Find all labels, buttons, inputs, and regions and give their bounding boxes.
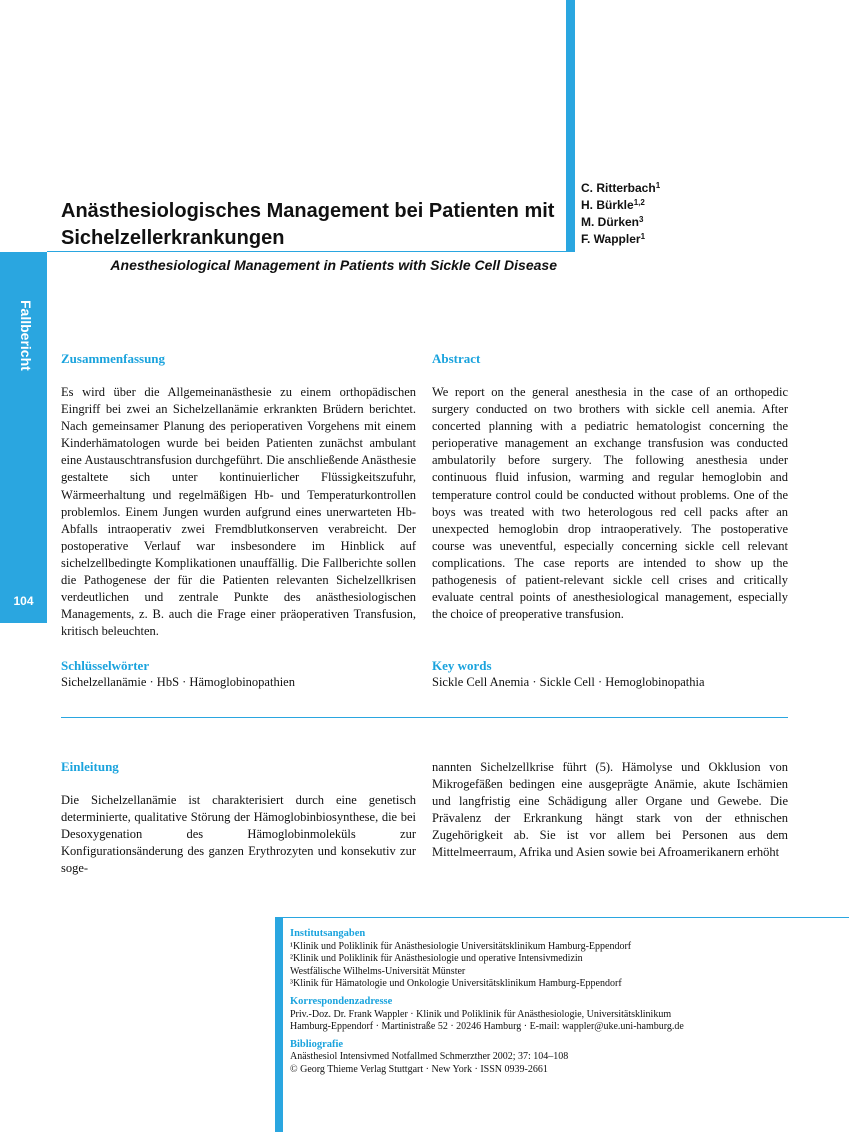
article-title-line-1: Anästhesiologisches Management bei Patienten mit xyxy=(61,200,555,222)
author xyxy=(581,214,660,231)
einleitung-text-left: Die Sichelzellanämie ist charakterisiert durch eine genetisch determinierte, qualitative Störung der Hämoglobinbiosynthese, die bei Desoxygenation des Hämoglobinmoleküls zur Konfigurationsänderung des ganzen Erythrozyten und konsekutiv zur soge- xyxy=(61,793,416,876)
institution-line: ²Klinik und Poliklinik für Anästhesiologie und operative Intensivmedizin xyxy=(290,953,583,965)
author-affiliation: 1 xyxy=(640,232,646,241)
institution-line: ³Klinik für Hämatologie und Onkologie Universitätsklinikum Hamburg-Eppendorf xyxy=(290,978,622,990)
einleitung-heading: Einleitung xyxy=(61,759,119,774)
author-affiliation: 3 xyxy=(639,215,644,224)
correspondence-heading: Korrespondenzadresse xyxy=(290,995,393,1007)
article-subtitle: Anesthesiological Management in Patients with Sickle Cell Disease xyxy=(110,257,557,273)
bibliography-heading: Bibliografie xyxy=(290,1038,344,1050)
author xyxy=(581,180,660,197)
bibliography-line: © Georg Thieme Verlag Stuttgart · New York · ISSN 0939-2661 xyxy=(290,1063,548,1075)
abstract-heading: Abstract xyxy=(432,351,481,366)
author-name: F. Wappler xyxy=(581,232,641,246)
author-affiliation: 1,2 xyxy=(633,198,645,207)
bibliography-line: Anästhesiol Intensivmed Notfallmed Schmerzther 2002; 37: 104–108 xyxy=(290,1051,569,1063)
author-list xyxy=(581,180,660,248)
zusammenfassung-heading: Zusammenfassung xyxy=(61,351,166,366)
author-name: C. Ritterbach xyxy=(581,181,656,195)
institution-line: Westfälische Wilhelms-Universität Münster xyxy=(290,965,466,977)
abstract-text: We report on the general anesthesia in the case of an orthopedic surgery conducted on two brothers with sickle cell anemia. After concerted planning with a pediatric hematologist concerning the perioperative management an exchange transfusion was conducted ambulatorily before surgery. The following anesthesia under continuous fluid infusion, warming and regular hemoglobin and temperature control could be conducted without problems. One of the boys was treated with two heterologous red cell packs after an unexpected hemoglobin drop intraoperatively. The postoperative course was uneventful, especially concerning sickle cell relevant complications. The case reports are intended to show up the pathogenesis of patient-relevant sickle cell crises and critically evaluate central points of anesthesiological management, especially the choice of preoperative transfusion. xyxy=(432,385,788,622)
keywords-en-heading: Key words xyxy=(432,658,492,673)
article-title xyxy=(61,198,561,252)
correspondence-line: Priv.-Doz. Dr. Frank Wappler · Klinik und Poliklinik für Anästhesiologie, Universitätsklinikum xyxy=(290,1008,672,1020)
info-box-topline xyxy=(275,917,849,918)
institution-heading: Institutsangaben xyxy=(290,928,366,939)
keywords-en: Sickle Cell Anemia · Sickle Cell · Hemoglobinopathia xyxy=(432,675,705,689)
institution-line: ¹Klinik und Poliklinik für Anästhesiologie Universitätsklinikum Hamburg-Eppendorf xyxy=(290,940,632,952)
author-name: H. Bürkle xyxy=(581,198,634,212)
info-box xyxy=(290,928,842,1077)
correspondence-line: Hamburg-Eppendorf · Martinistraße 52 · 20246 Hamburg · E-mail: wappler@uke.uni-hamburg.de xyxy=(290,1021,684,1033)
zusammenfassung-text: Es wird über die Allgemeinanästhesie zu einem orthopädischen Eingriff bei zwei an Sichelzellanämie erkrankten Brüdern berichtet. Nach gemeinsamer Planung des perioperativen Vorgehens mit einem Kinderhämatologen wurde bei beiden Patienten zunächst ambulant eine Austauschtransfusion durchgeführt. Die anschließende Anästhesie gestaltete sich unter kontinuierlicher Flüssigkeitszufuhr, Wärmeerhaltung und regelmäßigen Hb- und Temperaturkontrollen problemlos. Einem Jungen wurden aufgrund eines unerwarteten Hb-Abfalls intraoperativ zwei Fremdblutkonserven verabreicht. Der postoperative Verlauf war insbesondere im Hinblick auf sichelzellbedingte Komplikationen unauffällig. Die Fallberichte sollen die Pathogenese der für die Patienten relevanten Sichelzellkrisen verdeutlichen und zentrale Punkte des anästhesiologischen Managements, z. B. auch die Frage einer präoperativen Transfusion, kritisch beleuchten. xyxy=(61,385,416,639)
einleitung-text-right: nannten Sichelzellkrise führt (5). Hämolyse und Okklusion von Mikrogefäßen bedingen eine ausgeprägte Anämie, akute Ischämien und langfristig eine Schädigung aller Organe und Gewebe. Die Prävalenz der Erkrankung hängt stark von der ethnischen Zugehörigkeit ab. Sie ist vor allem bei Personen aus dem Mittelmeerraum, Afrika und Asien sowie bei Afroamerikanern erhöht xyxy=(432,760,788,860)
page-number: 104 xyxy=(13,594,34,608)
keywords-de: Sichelzellanämie · HbS · Hämoglobinopathien xyxy=(61,675,295,689)
keywords-de-heading: Schlüsselwörter xyxy=(61,658,150,673)
author-affiliation: 1 xyxy=(655,181,661,190)
side-tab-label: Fallbericht xyxy=(18,300,34,371)
section-divider xyxy=(61,717,788,718)
author-name: M. Dürken xyxy=(581,215,640,229)
info-box-bar xyxy=(275,917,283,1132)
author xyxy=(581,197,660,214)
accent-vertical-bar xyxy=(566,0,575,252)
article-title-line-2: Sichelzellerkrankungen xyxy=(61,227,285,249)
author xyxy=(581,231,660,248)
